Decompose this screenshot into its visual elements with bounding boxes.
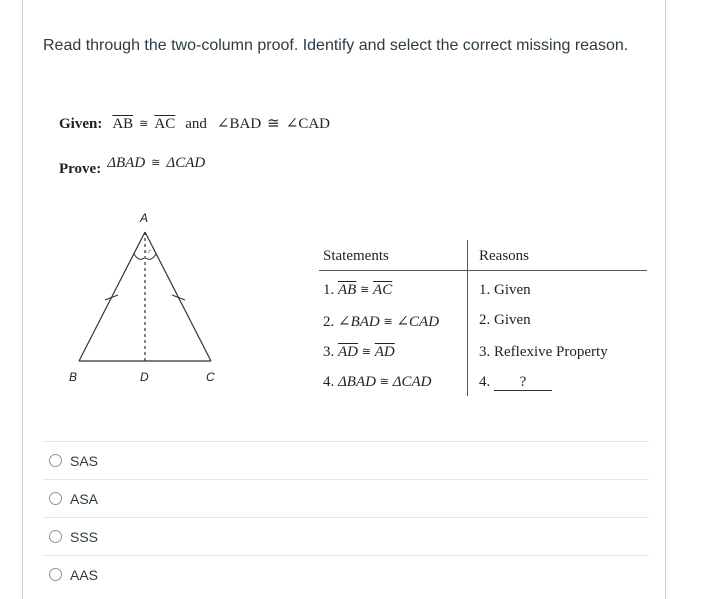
reason-2: 2. Given bbox=[479, 312, 531, 328]
proof-header-divider bbox=[319, 270, 647, 271]
choice-label: AAS bbox=[70, 566, 99, 583]
statement-term-2: $\overline{AD}$ bbox=[374, 344, 395, 360]
angle-arc-bad bbox=[134, 254, 144, 259]
given-angle-bad: ∠BAD bbox=[216, 116, 262, 132]
radio-button[interactable] bbox=[49, 530, 62, 543]
vertex-label-b: B bbox=[69, 370, 78, 384]
choice-sas[interactable] bbox=[43, 441, 649, 479]
choice-label: SAS bbox=[70, 452, 99, 469]
vertex-label-d: D bbox=[140, 370, 149, 384]
given-and: and bbox=[185, 116, 207, 132]
prove-congruent-symbol: ≅ bbox=[151, 157, 161, 169]
congruent-symbol: ≅ bbox=[379, 376, 389, 388]
tick-mark-ac bbox=[172, 295, 185, 300]
choice-label: ASA bbox=[70, 490, 99, 507]
prove-triangle-cad: ΔCAD bbox=[166, 155, 206, 171]
radio-button[interactable] bbox=[49, 454, 62, 467]
angle-arc-cad bbox=[146, 254, 156, 259]
proof-column-divider bbox=[467, 240, 468, 396]
radio-button[interactable] bbox=[49, 492, 62, 505]
prove-label: Prove: bbox=[59, 161, 102, 177]
statement-number: 1. bbox=[323, 282, 335, 298]
question-card bbox=[22, 0, 666, 599]
reasons-header: Reasons bbox=[479, 248, 529, 264]
statement-number: 2. bbox=[323, 314, 335, 330]
statements-header: Statements bbox=[323, 248, 389, 264]
prove-statement bbox=[59, 155, 206, 177]
given-angle-cad: ∠CAD bbox=[285, 116, 330, 132]
prove-triangle-bad: ΔBAD bbox=[107, 155, 146, 171]
given-segment-ab: $\overline{AB}$ bbox=[112, 116, 134, 132]
statement-3 bbox=[323, 344, 395, 361]
statement-term-1: $\overline{AB}$ bbox=[338, 282, 357, 298]
statement-2 bbox=[323, 312, 439, 331]
reason-3: 3. Reflexive Property bbox=[479, 344, 608, 360]
congruent-symbol: ≅ bbox=[383, 316, 393, 328]
given-statement bbox=[59, 114, 330, 133]
given-angle-congruent-symbol: ≅ bbox=[267, 116, 280, 132]
side-ac bbox=[145, 232, 211, 361]
given-segment-ac: $\overline{AC}$ bbox=[154, 116, 176, 132]
vertex-label-a: A bbox=[140, 211, 149, 225]
triangle-diagram bbox=[63, 200, 253, 390]
statement-number: 3. bbox=[323, 344, 335, 360]
missing-reason-blank: ? bbox=[494, 375, 552, 391]
choice-label: SSS bbox=[70, 528, 99, 545]
angle-mark-ad bbox=[145, 248, 150, 252]
two-column-proof bbox=[319, 240, 649, 400]
choice-aas[interactable] bbox=[43, 555, 649, 593]
choice-sss[interactable] bbox=[43, 517, 649, 555]
reason-1: 1. Given bbox=[479, 282, 531, 298]
vertex-label-c: C bbox=[206, 370, 215, 384]
tick-mark-ab bbox=[105, 295, 118, 300]
reason-4 bbox=[479, 374, 552, 391]
statement-term-1: ΔBAD bbox=[338, 374, 376, 390]
statement-number: 4. bbox=[323, 374, 335, 390]
reason-number: 4. bbox=[479, 374, 491, 390]
statement-term-2: $\overline{AC}$ bbox=[373, 282, 393, 298]
choice-asa[interactable] bbox=[43, 479, 649, 517]
radio-button[interactable] bbox=[49, 568, 62, 581]
statement-term-2: ∠CAD bbox=[396, 314, 440, 330]
statement-term-2: ΔCAD bbox=[392, 374, 432, 390]
statement-term-1: $\overline{AD}$ bbox=[338, 344, 358, 360]
statement-1 bbox=[323, 282, 392, 299]
statement-4 bbox=[323, 374, 432, 391]
side-ab bbox=[79, 232, 145, 361]
question-prompt: Read through the two-column proof. Identify and select the correct missing reason. bbox=[43, 37, 629, 54]
answer-choices bbox=[43, 441, 649, 593]
statement-term-1: ∠BAD bbox=[338, 314, 380, 330]
given-congruent-symbol: ≅ bbox=[139, 118, 149, 130]
congruent-symbol: ≅ bbox=[360, 284, 370, 296]
congruent-symbol: ≅ bbox=[361, 346, 371, 358]
given-label: Given: bbox=[59, 116, 103, 132]
